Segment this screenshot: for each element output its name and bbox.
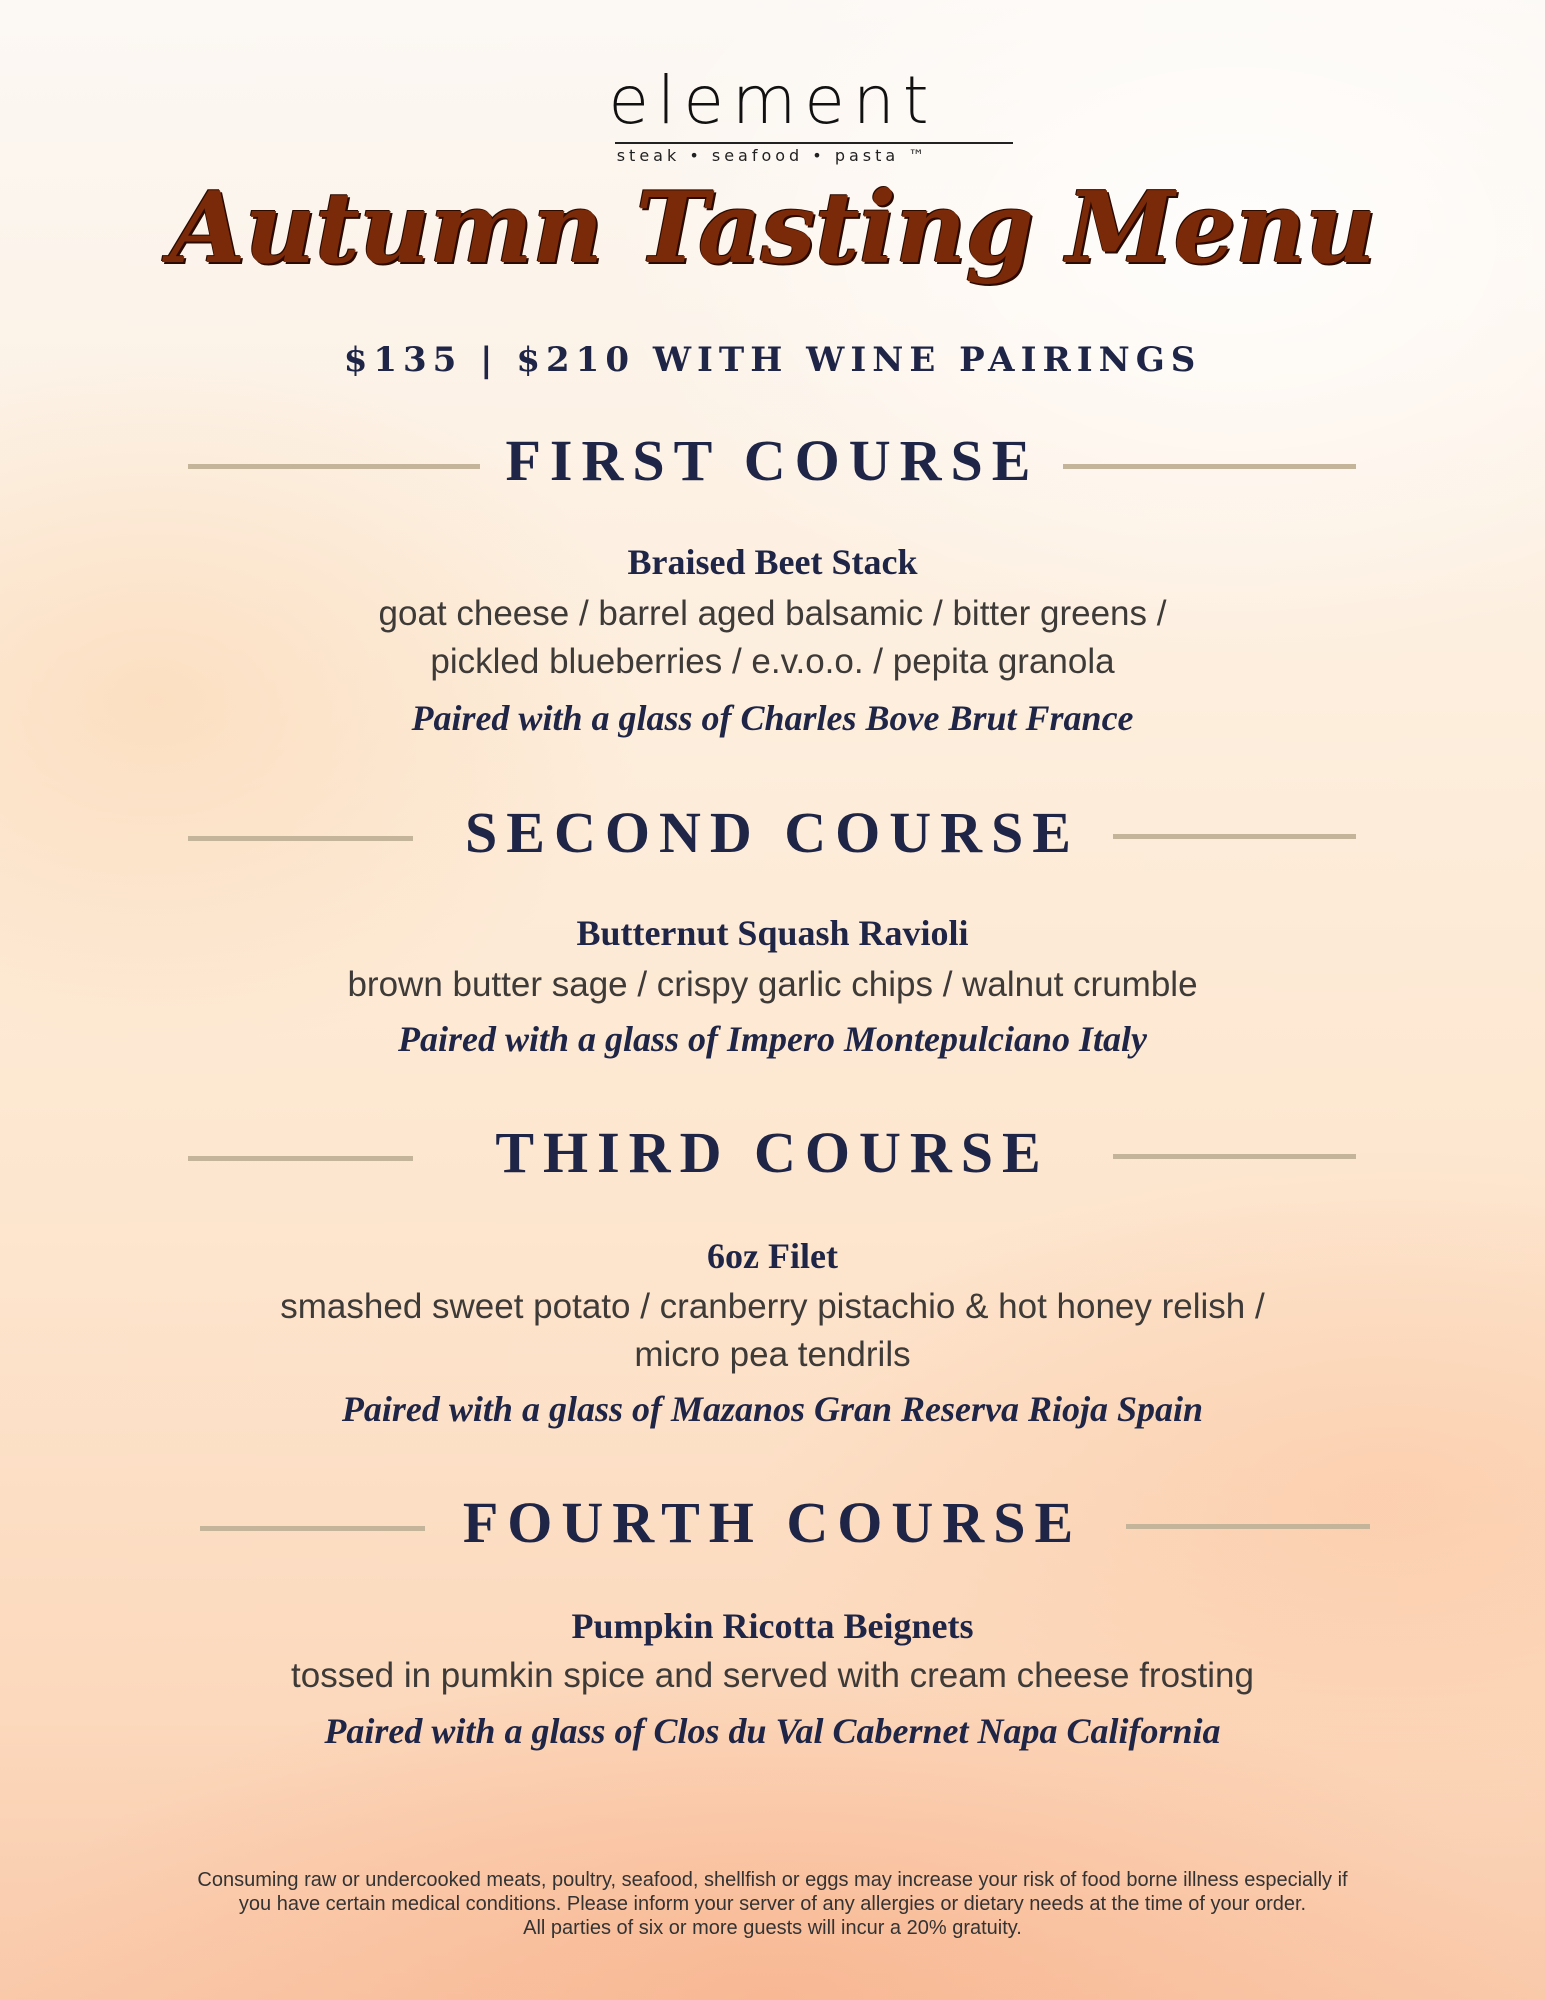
dish-description-line: goat cheese / barrel aged balsamic / bitter greens /: [378, 594, 1167, 633]
dish-description-line: smashed sweet potato / cranberry pistachio & hot honey relish /: [280, 1287, 1265, 1326]
footer-line: you have certain medical conditions. Please inform your server of any allergies or dietary needs at the time of your order.: [238, 1893, 1307, 1915]
wine-pairing: Paired with a glass of Mazanos Gran Reserva Rioja Spain: [341, 1389, 1204, 1429]
course-heading: FIRST COURSE: [505, 428, 1040, 493]
footer-disclaimer: [80, 1868, 1465, 1940]
dish-name: Butternut Squash Ravioli: [576, 913, 969, 953]
wine-pairing: Paired with a glass of Impero Montepulciano Italy: [397, 1019, 1148, 1059]
course-heading: FOURTH COURSE: [462, 1490, 1083, 1555]
dish-description-line: tossed in pumkin spice and served with cream cheese frosting: [291, 1656, 1254, 1695]
wine-pairing: Paired with a glass of Clos du Val Cabernet Napa California: [324, 1711, 1221, 1751]
brand-name: element: [608, 62, 937, 139]
dish-name: 6oz Filet: [707, 1236, 838, 1276]
dish-description-line: micro pea tendrils: [634, 1335, 911, 1374]
course-heading: THIRD COURSE: [495, 1120, 1050, 1185]
dish-name: Pumpkin Ricotta Beignets: [571, 1606, 974, 1646]
price-line: $135 | $210 WITH WINE PAIRINGS: [343, 340, 1202, 380]
logo-divider: [615, 142, 1013, 144]
menu-title: Autumn Tasting Menu: [169, 171, 1376, 286]
footer-line: Consuming raw or undercooked meats, poultry, seafood, shellfish or eggs may increase your risk of food borne illness especially if: [197, 1869, 1348, 1891]
dish-description-line: pickled blueberries / e.v.o.o. / pepita granola: [430, 642, 1115, 681]
dish-description-line: brown butter sage / crispy garlic chips / walnut crumble: [347, 965, 1198, 1004]
dish-name: Braised Beet Stack: [627, 542, 918, 582]
footer-line: All parties of six or more guests will incur a 20% gratuity.: [523, 1917, 1022, 1939]
course-heading: SECOND COURSE: [465, 800, 1080, 865]
brand-tagline: steak • seafood • pasta ™: [616, 146, 929, 165]
wine-pairing: Paired with a glass of Charles Bove Brut France: [411, 698, 1134, 738]
